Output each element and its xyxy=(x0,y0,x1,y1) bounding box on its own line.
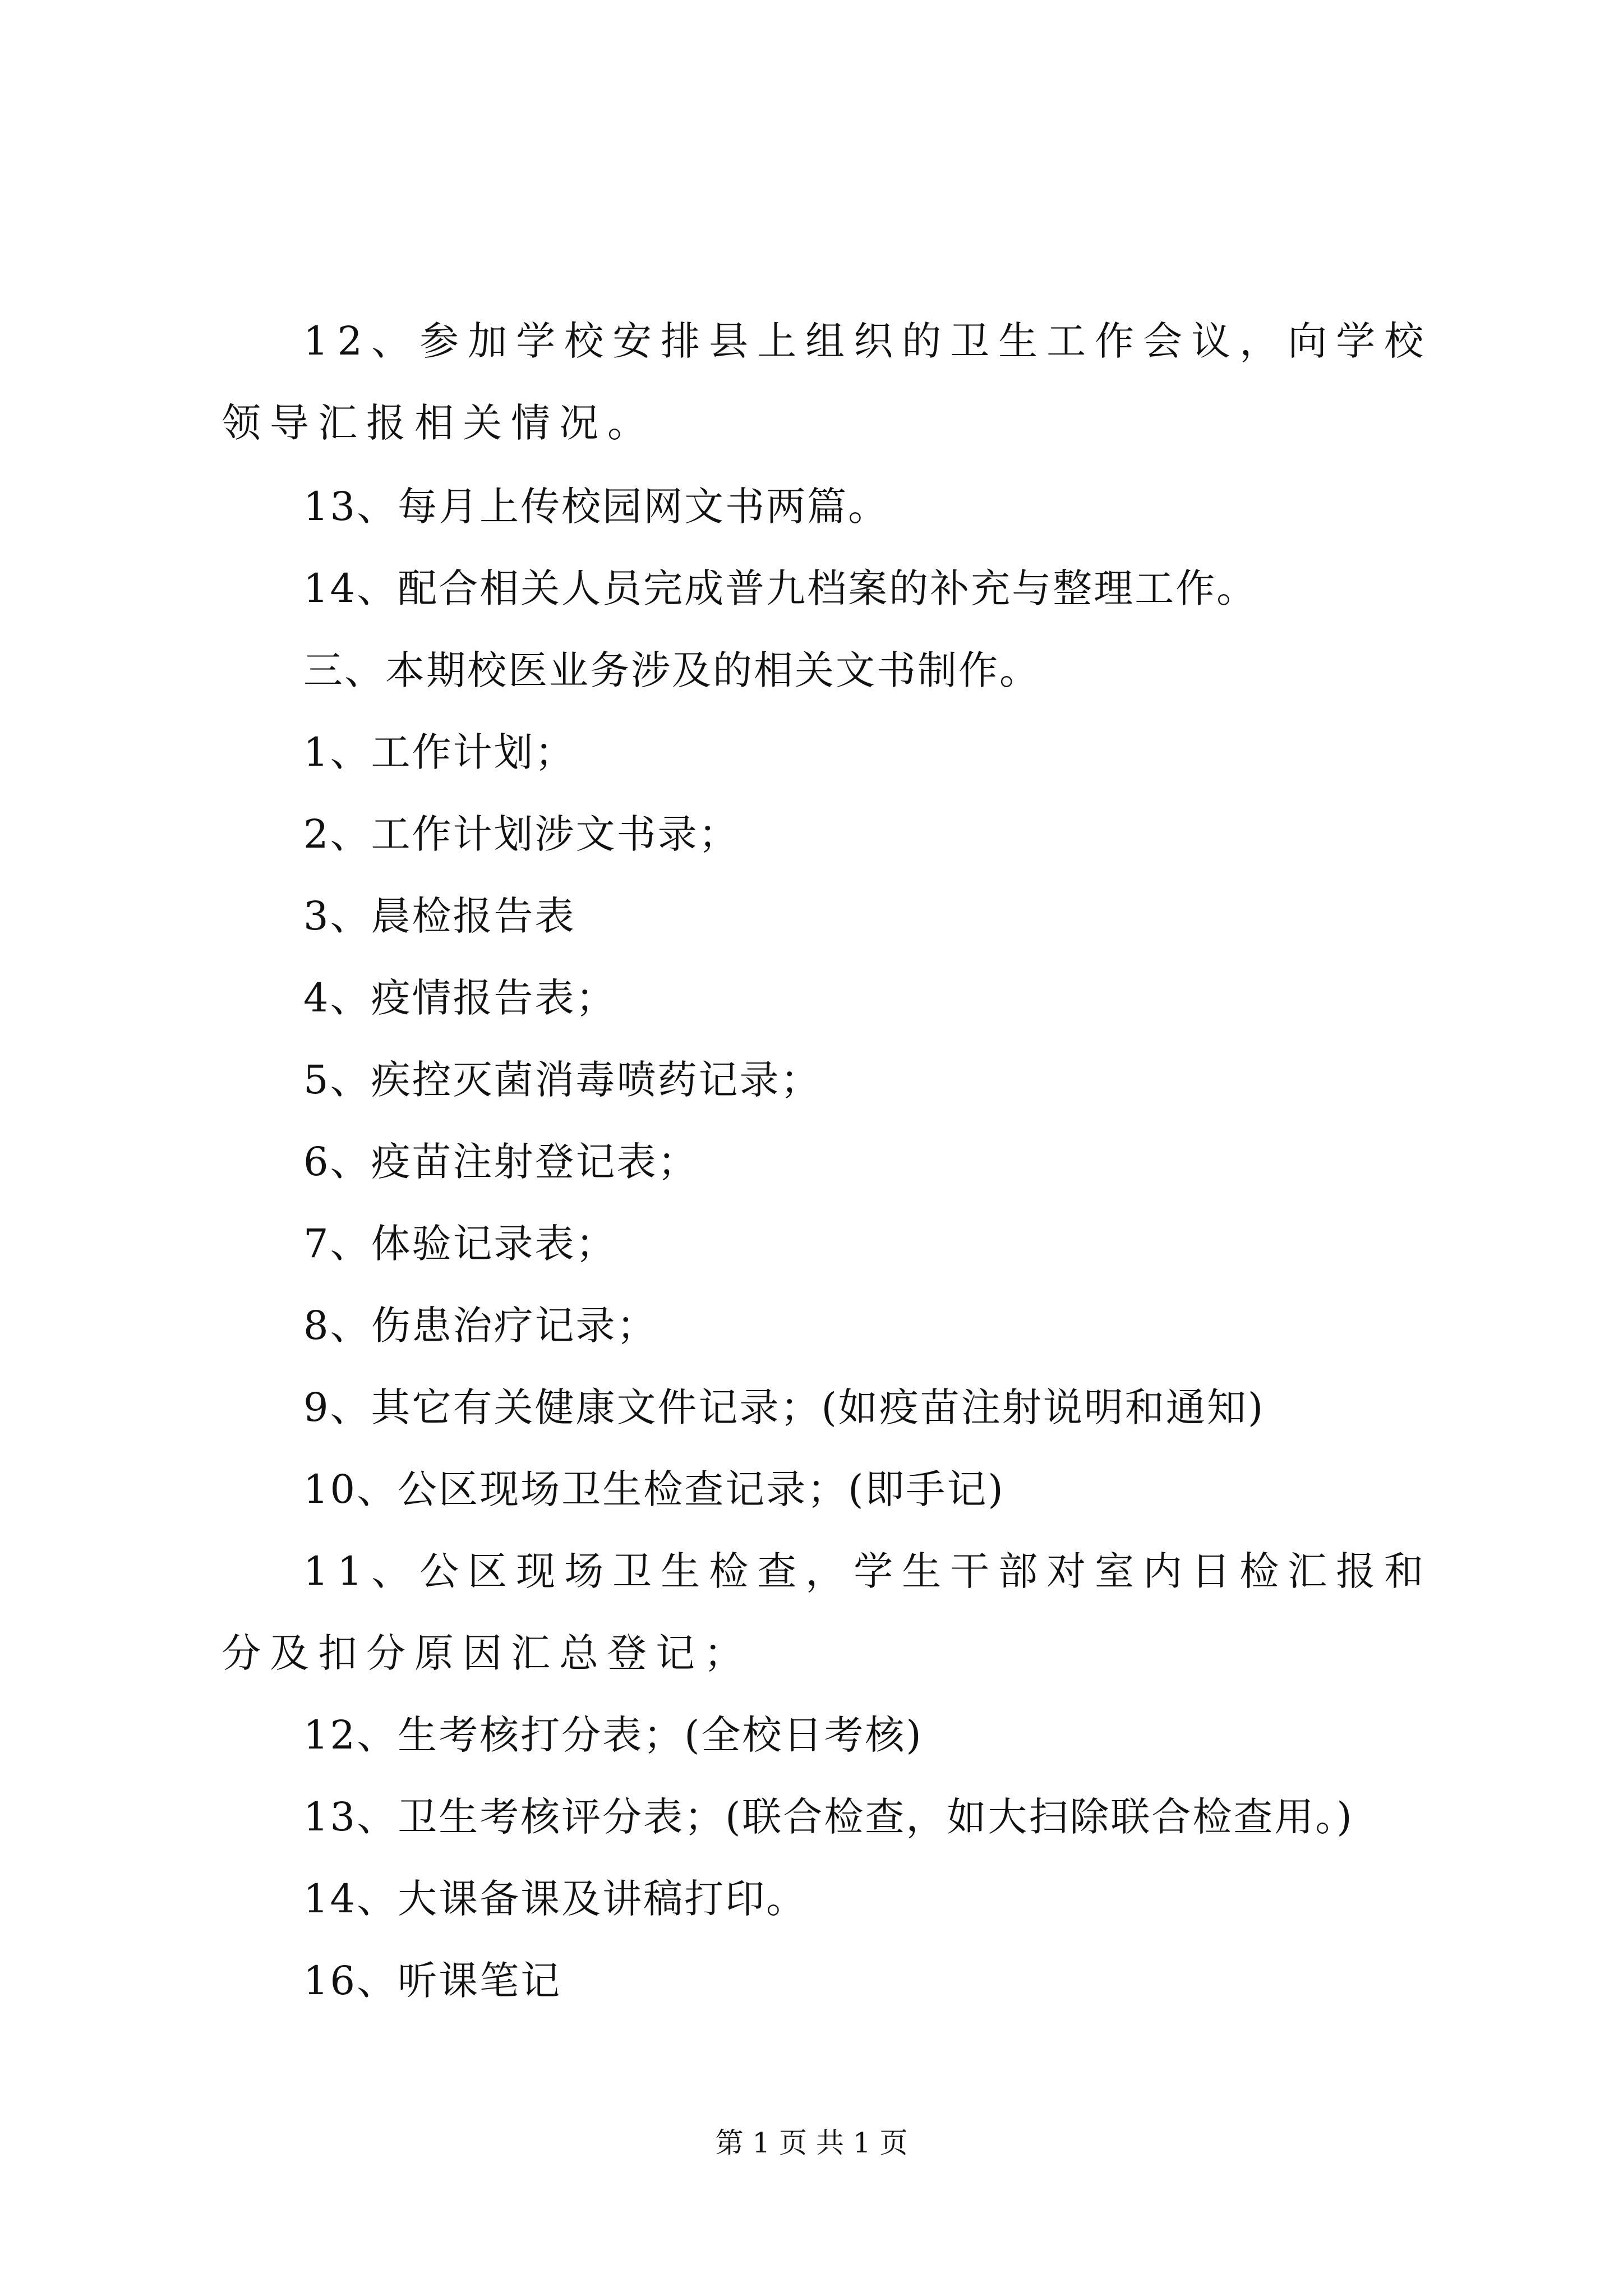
list-item-8: 8、伤患治疗记录； xyxy=(303,1303,658,1349)
list-item-7: 7、体验记录表； xyxy=(303,1221,617,1267)
page-footer: 第 1 页 共 1 页 xyxy=(715,2127,908,2159)
list-item-6: 6、疫苗注射登记表； xyxy=(303,1139,699,1185)
section-heading-three: 三、本期校医业务涉及的相关文书制作。 xyxy=(303,647,1040,693)
list-item-5: 5、疾控灭菌消毒喷药记录； xyxy=(303,1057,822,1103)
list-item-16: 16、听课笔记 xyxy=(303,1958,562,2004)
paragraph-item-14-archive: 14、配合相关人员完成普九档案的补充与整理工作。 xyxy=(303,565,1258,611)
paragraph-item-12-meeting: 12、参加学校安排县上组织的卫生工作会议，向学校领导汇报相关情况。 xyxy=(222,318,1433,446)
list-item-11: 11、公区现场卫生检查，学生干部对室内日检汇报和分及扣分原因汇总登记； xyxy=(222,1548,1433,1676)
list-item-14: 14、大课备课及讲稿打印。 xyxy=(303,1876,808,1922)
list-item-2: 2、工作计划涉文书录； xyxy=(303,811,740,857)
list-item-1: 1、工作计划； xyxy=(303,729,576,775)
list-item-9: 9、其它有关健康文件记录；(如疫苗注射说明和通知) xyxy=(303,1384,1265,1430)
list-item-10: 10、公区现场卫生检查记录；(即手记) xyxy=(303,1466,1005,1512)
list-item-13: 13、卫生考核评分表；(联合检查，如大扫除联合检查用。) xyxy=(303,1794,1354,1840)
list-item-4: 4、疫情报告表； xyxy=(303,975,617,1021)
paragraph-item-13-upload: 13、每月上传校园网文书两篇。 xyxy=(303,484,889,530)
list-item-12: 12、生考核打分表；(全校日考核) xyxy=(303,1712,923,1758)
list-item-3: 3、晨检报告表 xyxy=(303,893,576,939)
